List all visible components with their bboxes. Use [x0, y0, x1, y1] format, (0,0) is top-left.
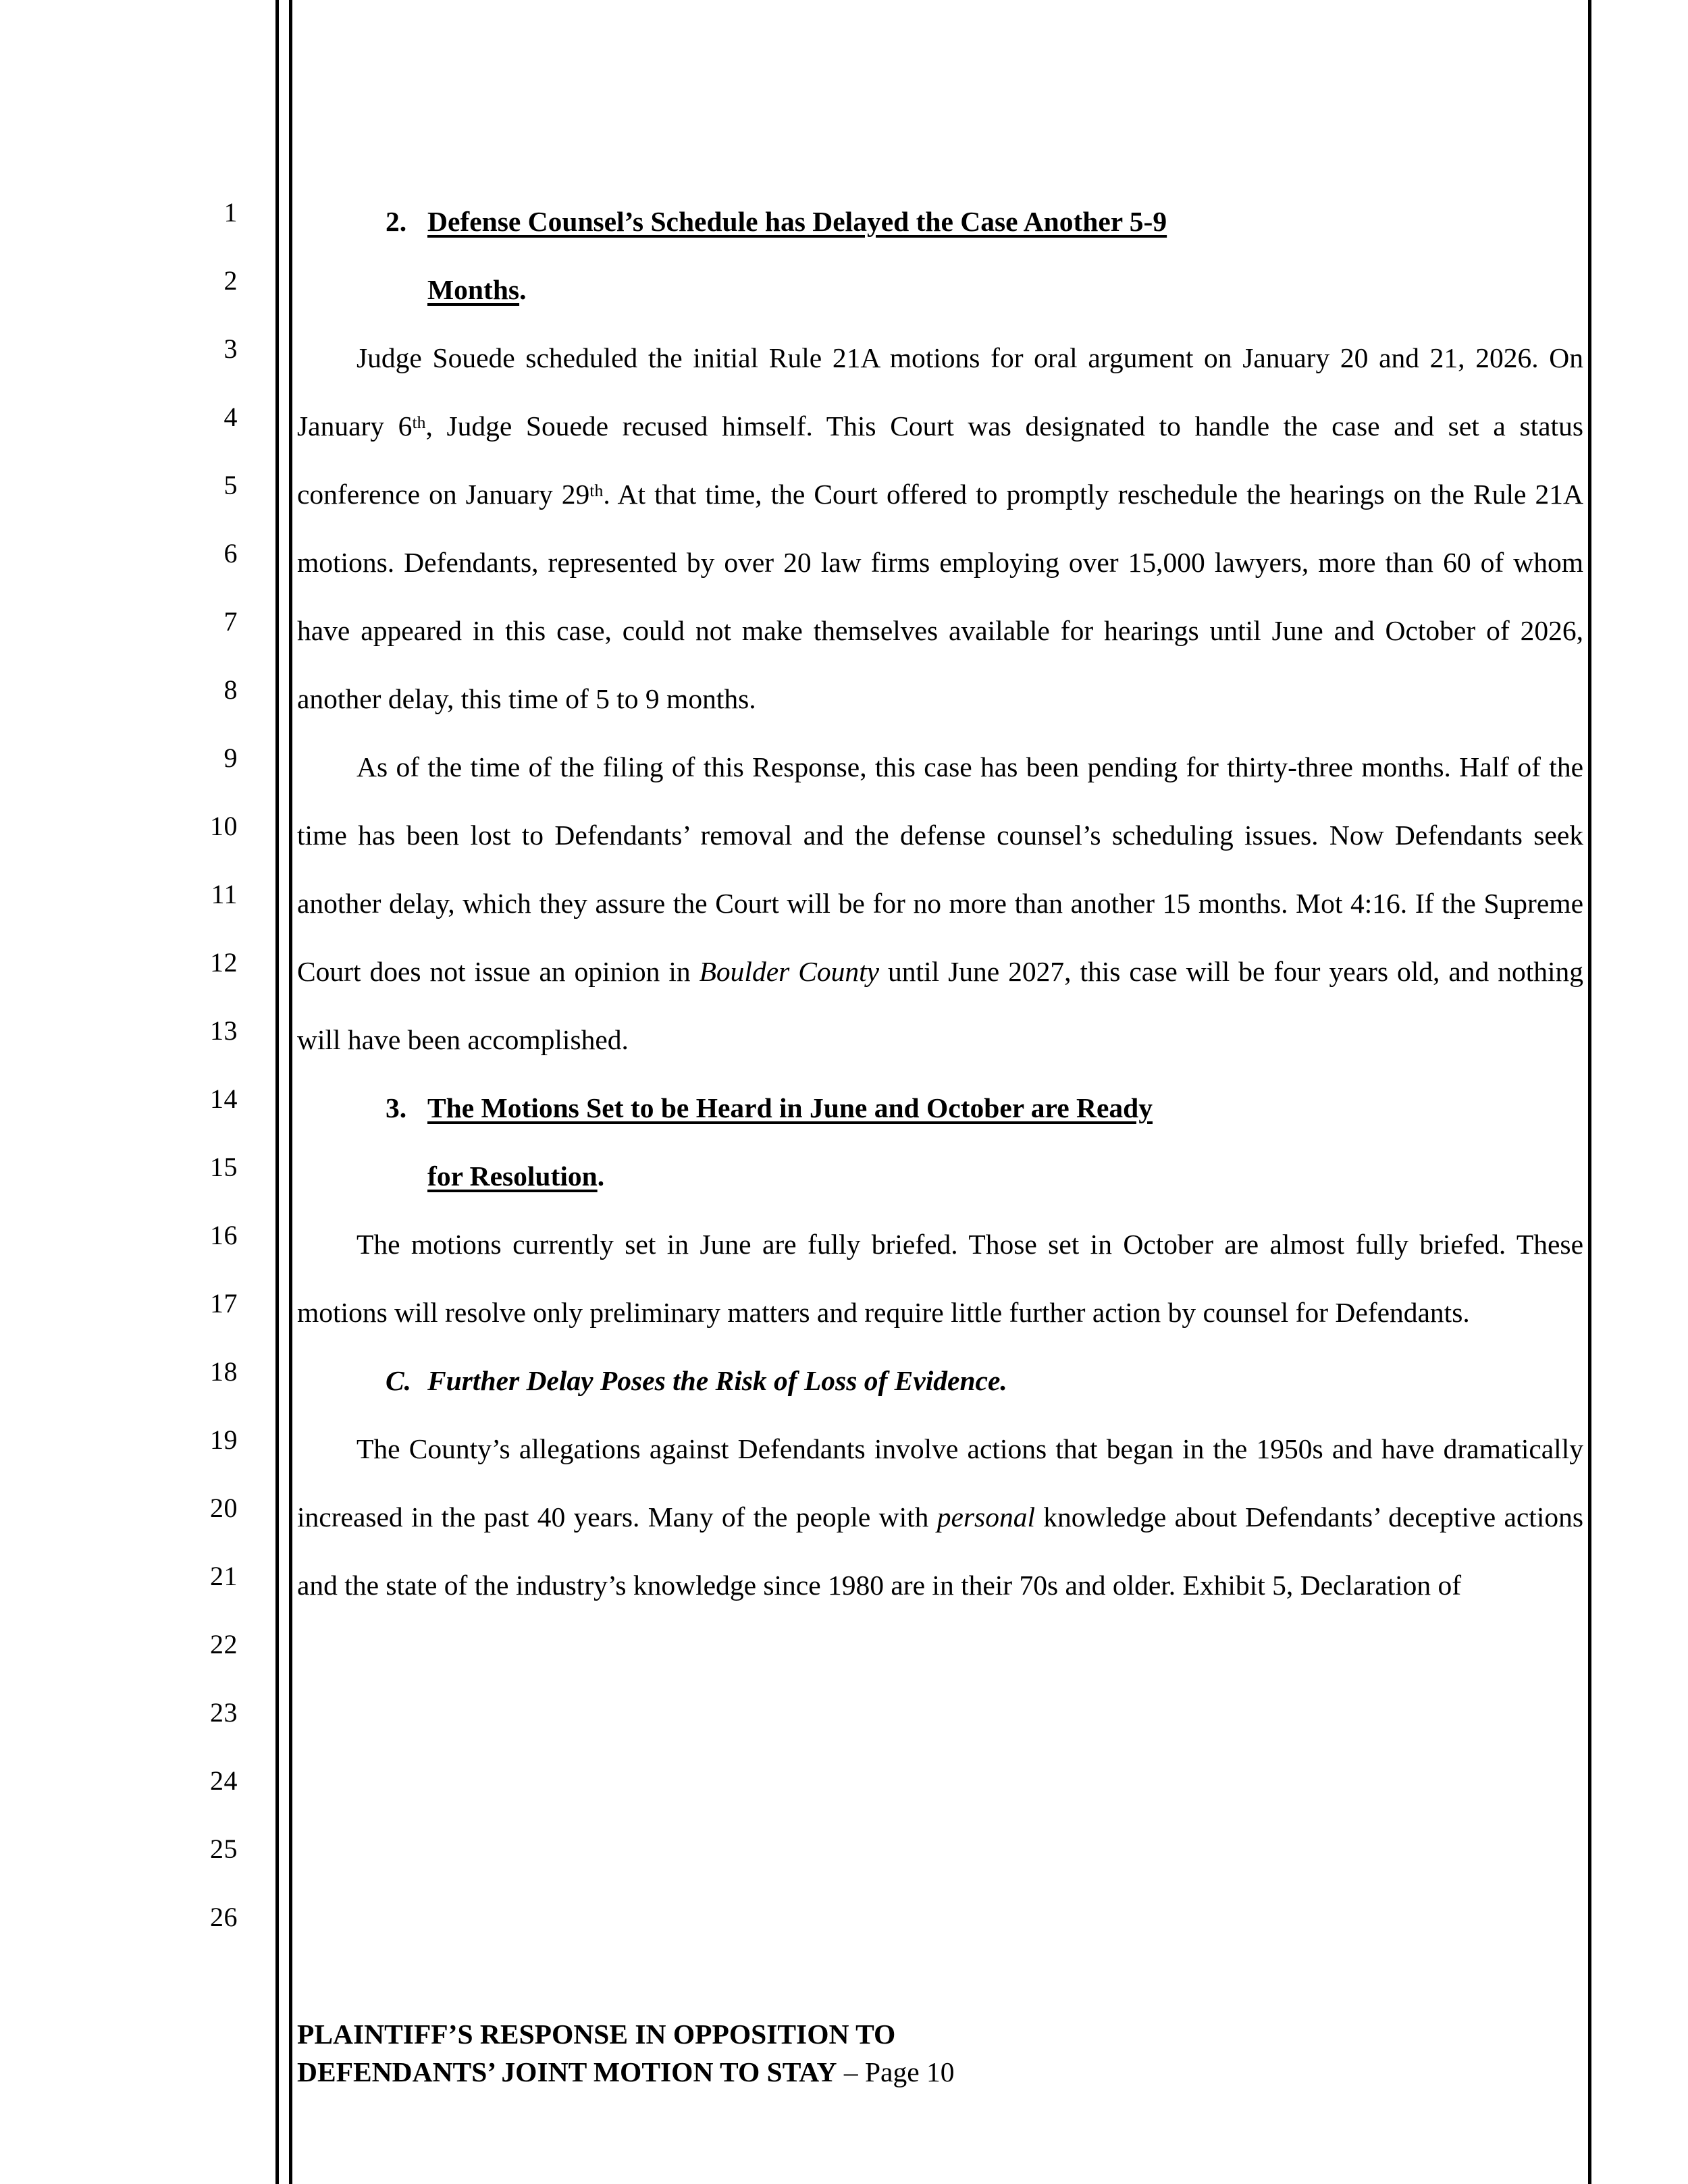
line-number: 21 — [210, 1561, 238, 1591]
heading-section-c — [297, 1347, 1583, 1415]
paragraph-1-part1: Judge Souede scheduled the initial Rule 21A motions for oral argument on January 20 and 21, 2026. On January 6 — [297, 342, 1583, 442]
line-number: 1 — [223, 197, 238, 228]
heading-section-2-marker: 2. — [386, 206, 407, 237]
line-number-gutter — [0, 0, 257, 2184]
paragraph-2 — [297, 733, 1583, 1074]
line-number: 15 — [210, 1152, 238, 1182]
line-number: 11 — [211, 879, 238, 909]
line-number: 19 — [210, 1424, 238, 1455]
footer-title-continued: DEFENDANTS’ JOINT MOTION TO STAY — [297, 2056, 837, 2087]
ordinal-suffix-29th: th — [589, 481, 604, 501]
heading-section-2-line1: Defense Counsel’s Schedule has Delayed the Case Another 5-9 — [427, 206, 1167, 237]
line-number: 8 — [223, 674, 238, 705]
line-number: 4 — [223, 402, 238, 432]
line-number: 7 — [223, 606, 238, 637]
paragraph-1-part3: . At that time, the Court offered to promptly reschedule the hearings on the Rule 21A motions. Defendants, represented by over 20 law firms employing over 15,000 lawyers, more than 60 of whom have appeared in this case, could not make themselves available for hearings until June and October of 2026, another delay, this time of 5 to 9 months. — [297, 479, 1583, 714]
line-number: 2 — [223, 265, 238, 296]
line-number: 20 — [210, 1493, 238, 1523]
page-footer — [297, 2015, 1583, 2091]
paragraph-3 — [297, 1210, 1583, 1347]
line-number: 6 — [223, 538, 238, 568]
pleading-rule-right — [1588, 0, 1591, 2184]
heading-section-3-line1: The Motions Set to be Heard in June and October are Ready — [427, 1092, 1153, 1123]
heading-section-3-marker: 3. — [386, 1092, 407, 1123]
heading-section-3-text — [427, 1074, 1583, 1210]
case-citation-boulder-county: Boulder County — [699, 956, 880, 987]
paragraph-4 — [297, 1415, 1583, 1620]
heading-section-c-marker: C. — [386, 1365, 412, 1396]
line-number: 24 — [210, 1765, 238, 1796]
document-body-column — [297, 0, 1583, 2184]
line-number: 5 — [223, 470, 238, 500]
line-number: 14 — [210, 1084, 238, 1114]
line-number: 23 — [210, 1697, 238, 1728]
line-number: 10 — [210, 811, 238, 841]
line-number: 9 — [223, 743, 238, 773]
paragraph-1-part2: , Judge Souede recused himself. This Court was designated to handle the case and set a status conference on January 29 — [297, 410, 1583, 510]
line-number: 26 — [210, 1902, 238, 1932]
footer-line-1: PLAINTIFF’S RESPONSE IN OPPOSITION TO — [297, 2019, 896, 2050]
heading-section-3 — [297, 1074, 1583, 1210]
paragraph-2-part2: until June 2027, this case will be four years old, and nothing will have been accomplished. — [297, 956, 1584, 1055]
pleading-rule-left-outer — [275, 0, 279, 2184]
paragraph-3-text: The motions currently set in June are fully briefed. Those set in October are almost fully briefed. These motions will resolve only preliminary matters and require little further action by counsel for Defendants. — [297, 1229, 1583, 1328]
paragraph-1 — [297, 324, 1583, 733]
body-text-block — [297, 188, 1583, 1620]
line-number: 16 — [210, 1220, 238, 1250]
emphasis-personal: personal — [937, 1501, 1035, 1533]
paragraph-4-part1: The County’s allegations against Defendants involve actions that began in the 1950s and have dramatically increased in the past 40 years. Many of the people with — [297, 1433, 1583, 1533]
paragraph-4-part2: knowledge about Defendants’ deceptive actions and the state of the industry’s knowledge since 1980 are in their 70s and older. Exhibit 5, Declaration of — [297, 1501, 1584, 1601]
line-number: 12 — [210, 947, 238, 978]
line-number: 17 — [210, 1288, 238, 1319]
footer-page-number: – Page 10 — [837, 2056, 955, 2087]
heading-section-2-line2: Months — [427, 274, 520, 305]
line-number: 18 — [210, 1356, 238, 1387]
heading-section-3-line2: for Resolution — [427, 1161, 598, 1192]
line-number: 22 — [210, 1629, 238, 1659]
heading-section-2-text — [427, 188, 1583, 324]
line-number: 13 — [210, 1015, 238, 1046]
line-number: 25 — [210, 1834, 238, 1864]
heading-section-3-period: . — [597, 1161, 605, 1192]
footer-line-2 — [297, 2053, 1583, 2091]
ordinal-suffix-6th: th — [412, 412, 426, 433]
pleading-rule-left-inner — [289, 0, 292, 2184]
heading-section-c-text: Further Delay Poses the Risk of Loss of Evidence. — [427, 1365, 1007, 1396]
heading-section-2-period: . — [519, 274, 527, 305]
line-number: 3 — [223, 334, 238, 364]
heading-section-2 — [297, 188, 1583, 324]
paragraph-2-part1: As of the time of the filing of this Response, this case has been pending for thirty-three months. Half of the time has been lost to Defendants’ removal and the defense counsel’s scheduling issues. Now Defendants seek another delay, which they assure the Court will be for no more than another 15 months. Mot 4:16. If the Supreme Court does not issue an opinion in — [297, 751, 1583, 987]
